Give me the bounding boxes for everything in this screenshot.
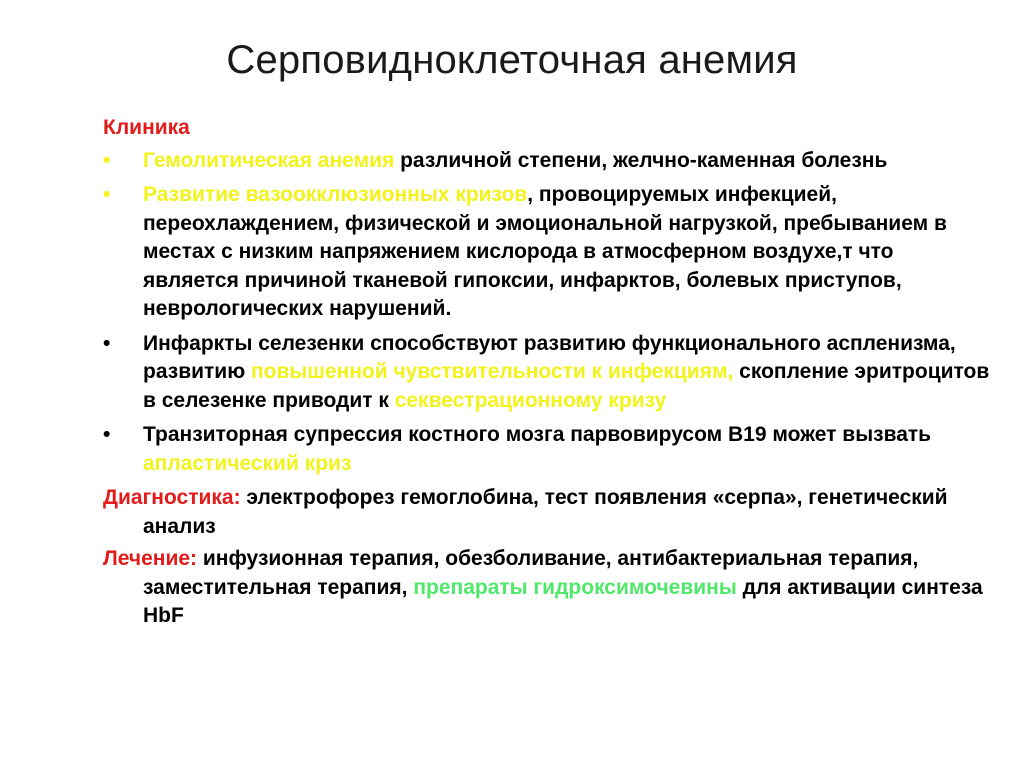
body-text: Транзиторная супрессия костного мозга парвовирусом В19 может вызвать [143, 423, 932, 446]
bullet-marker: • [103, 331, 111, 355]
treatment-label: Лечение: [103, 547, 198, 570]
highlight-text: Развитие вазоокклюзионных кризов [143, 183, 528, 206]
bullet-item-3 [103, 330, 993, 416]
clinic-bullet-list [103, 147, 993, 479]
diagnostics-paragraph [103, 484, 993, 541]
body-text: скопление эритроцитов в селезенке приводит к [143, 360, 990, 412]
body-text: , провоцируемых инфекцией, переохлаждением, физической и эмоциональной нагрузкой, пребыванием в местах с низким напряжением кислорода в атмосферном воздухе,т что является причиной тканевой гипоксии, инфарктов, болевых приступов, неврологических нарушений. [143, 183, 947, 320]
body-text: Инфаркты селезенки способствуют развитию функционального аспленизма, развитию [143, 331, 956, 383]
highlight-text: Гемолитическая анемия [143, 148, 395, 172]
highlight-text: секвестрационному кризу [394, 388, 667, 412]
diagnostics-text: электрофорез гемоглобина, тест появления «серпа», генетический анализ [143, 486, 948, 538]
bullet-item-1 [103, 147, 993, 176]
slide-title: Серповидноклеточная анемия [226, 38, 798, 82]
treatment-text: инфузионная терапия, обезболивание, антибактериальная терапия, заместительная терапия, [143, 547, 919, 599]
diagnostics-label: Диагностика: [103, 486, 241, 509]
body-text: различной степени, желчно-каменная болезнь [394, 148, 888, 172]
highlight-text: повышенной чувствительности к инфекциям, [250, 360, 734, 383]
bullet-item-2 [103, 181, 993, 324]
bullet-marker: • [103, 148, 111, 172]
clinic-heading: Клиника [103, 116, 190, 139]
bullet-marker: • [103, 423, 111, 446]
bullet-marker: • [103, 183, 111, 206]
bullet-item-4 [103, 421, 993, 478]
treatment-text-end: для активации синтеза HbF [143, 575, 983, 627]
treatment-highlight: препараты гидроксимочевины [413, 575, 737, 599]
highlight-text: апластический криз [143, 451, 352, 475]
treatment-paragraph [103, 545, 993, 631]
slide-content [103, 114, 993, 635]
